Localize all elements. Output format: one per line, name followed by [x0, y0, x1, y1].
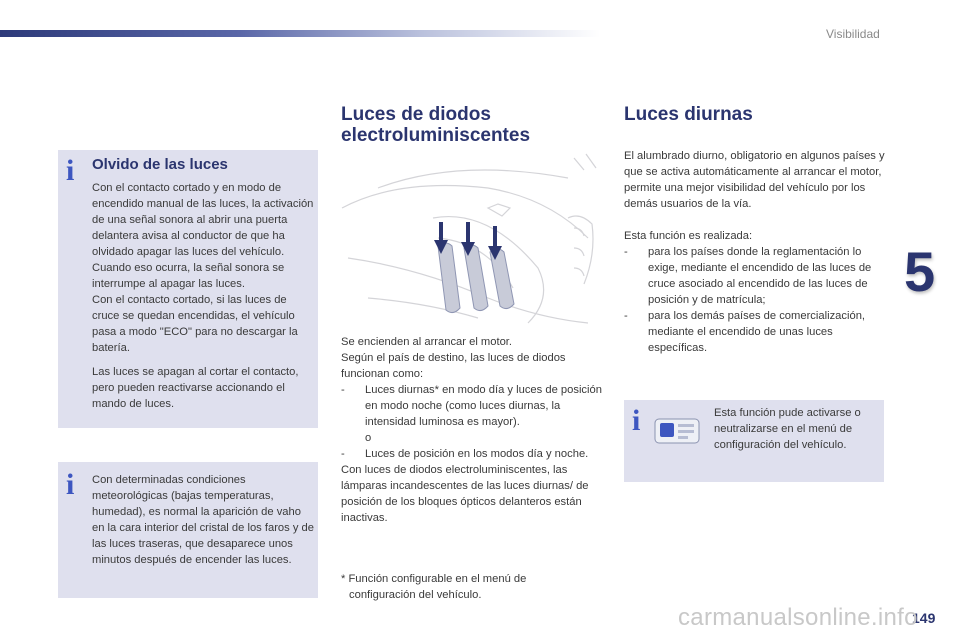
led-body [341, 334, 603, 526]
watermark: carmanualsonline.info [678, 604, 918, 631]
forgot-lights-text [92, 180, 314, 412]
paragraph: Las luces se apagan al cortar el contacto, pero pueden reactivarse accionando el mando de luces. [92, 366, 299, 410]
forgot-lights-box [58, 150, 318, 428]
multifunction-screen-icon [654, 416, 700, 446]
paragraph: El alumbrado diurno, obligatorio en algunos países y que se activa automáticamente al arrancar el motor, permite una mejor visibilidad del vehículo por los demás usuarios de la vía. [624, 150, 885, 210]
footnote [341, 571, 579, 603]
function-list [624, 244, 886, 356]
paragraph: Con luces de diodos electroluminiscentes, las lámparas incandescentes de las luces diurnas/ de posición de los bloques ópticos delanteros están inactivas. [341, 464, 589, 524]
led-title: Luces de diodos electroluminiscentes [341, 104, 531, 146]
weather-box [58, 462, 318, 598]
paragraph: Con el contacto cortado y en modo de encendido manual de las luces, la activación de una señal sonora al abrir una puerta delantera avisa al conductor de que ha olvidado apagar las luces del vehículo. [92, 182, 314, 258]
list-item: - para los demás países de comercialización, mediante el encendido de unas luces específicas. [624, 308, 886, 356]
info-icon: i [66, 154, 75, 187]
page-number: 149 [912, 610, 936, 626]
weather-text: Con determinadas condiciones meteorológicas (bajas temperaturas, humedad), es normal la aparición de vaho en la cara interior del cristal de los faros y de las luces traseras, que desaparece unos minutos después de encender las luces. [92, 474, 314, 566]
forgot-lights-title: Olvido de las luces [92, 156, 228, 173]
info-icon: i [632, 404, 641, 437]
section-title: Visibilidad [826, 27, 880, 41]
header-bar [0, 30, 600, 37]
paragraph: Según el país de destino, las luces de diodos funcionan como: [341, 352, 566, 380]
configure-text: Esta función pude activarse o neutralizarse en el menú de configuración del vehículo. [714, 407, 861, 451]
info-icon: i [66, 468, 75, 501]
led-modes-list [341, 382, 603, 430]
daytime-lights-body [624, 148, 886, 356]
paragraph: Esta función es realizada: [624, 230, 753, 242]
list-item: - Luces de posición en los modos día y noche. [341, 446, 603, 462]
list-item: - Luces diurnas* en modo día y luces de posición en modo noche (como luces diurnas, la intensidad luminosa es mayor). [341, 382, 603, 430]
paragraph: Con el contacto cortado, si las luces de cruce se quedan encendidas, el vehículo pasa a modo "ECO" para no descargar la batería. [92, 294, 298, 354]
paragraph: o [365, 432, 372, 444]
chapter-number: 5 [904, 240, 936, 303]
paragraph: Se encienden al arrancar el motor. [341, 336, 513, 348]
daytime-lights-title: Luces diurnas [624, 104, 753, 125]
paragraph: Cuando eso ocurra, la señal sonora se interrumpe al apagar las luces. [92, 262, 285, 290]
footnote-text: * Función configurable en el menú de configuración del vehículo. [341, 573, 527, 601]
headlamp-illustration [338, 148, 602, 328]
led-modes-list [341, 446, 603, 462]
list-item: - para los países donde la reglamentación lo exige, mediante el encendido de las luces de cruce asociado al encendido de las luces de posición y de matrícula; [624, 244, 886, 308]
